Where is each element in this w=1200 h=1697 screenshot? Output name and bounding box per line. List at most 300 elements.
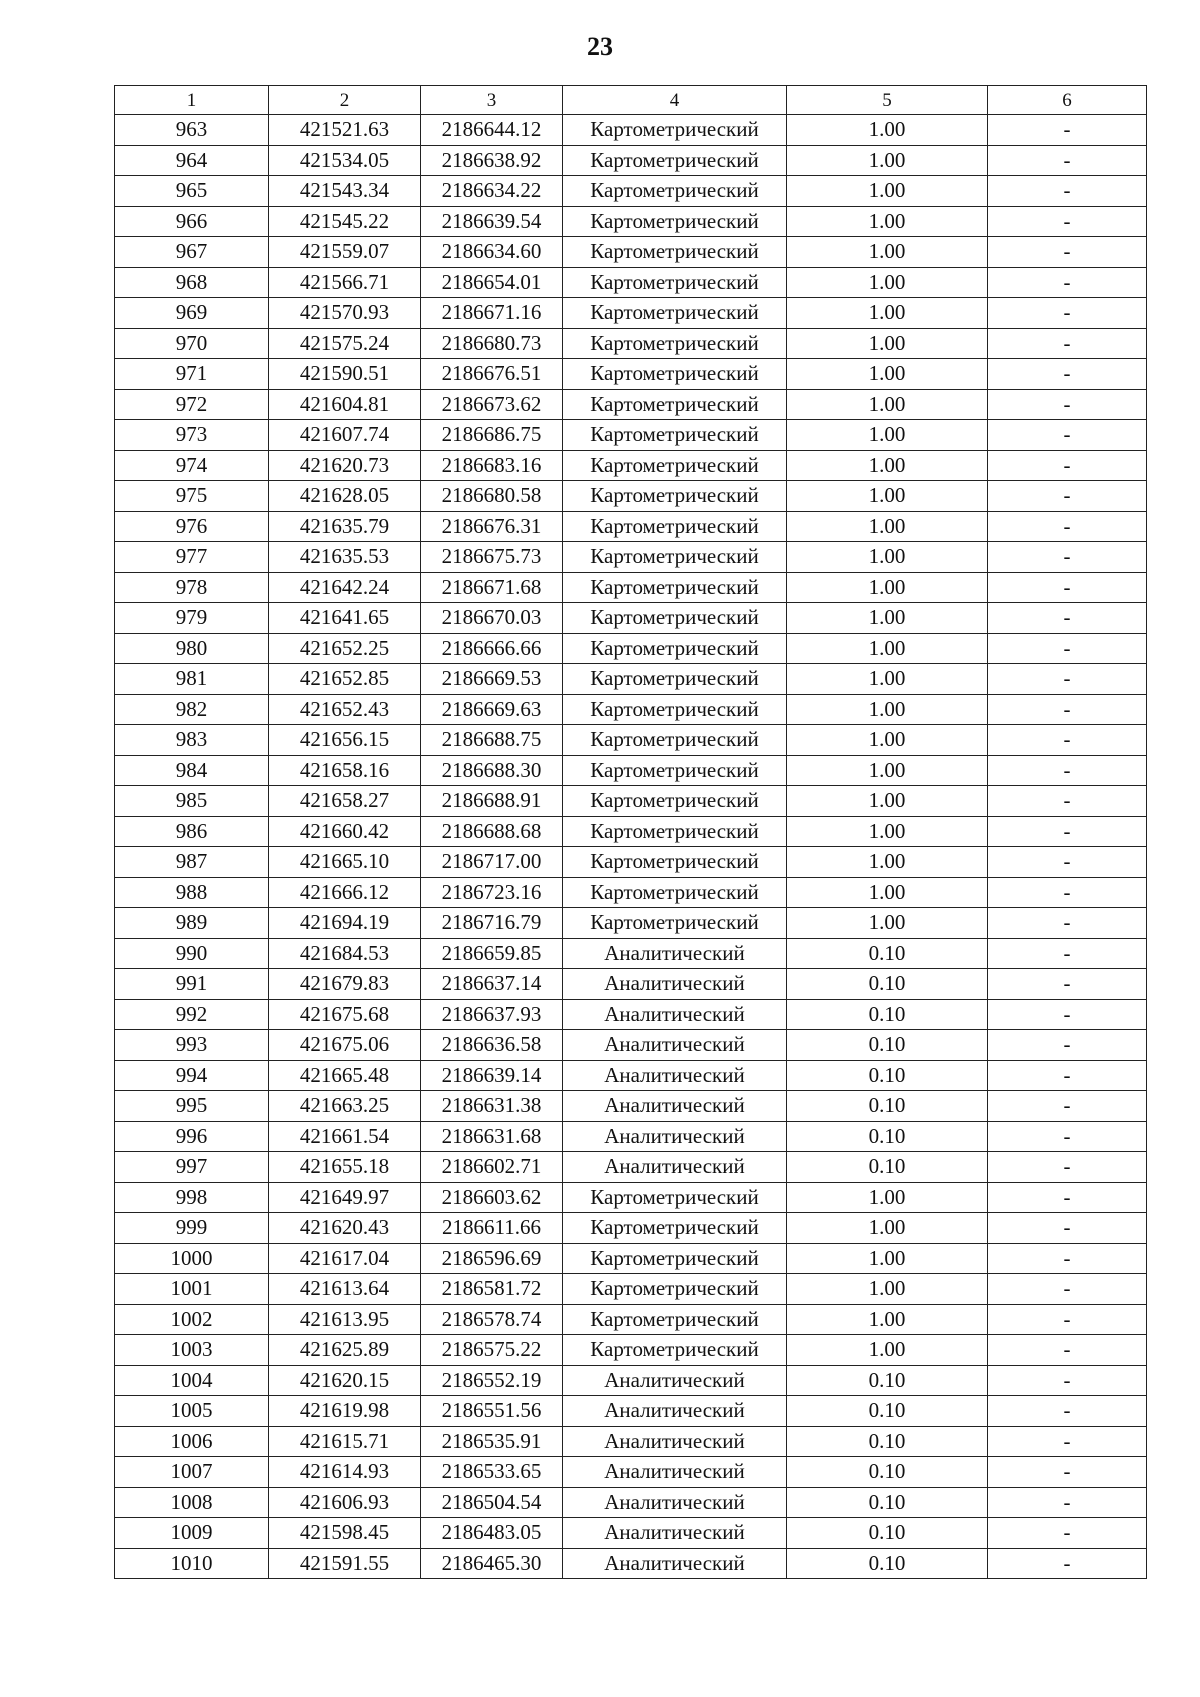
method-cell: Картометрический (563, 633, 787, 664)
note-cell: - (988, 1304, 1147, 1335)
table-row (115, 908, 1147, 939)
y-coordinate-cell: 2186675.73 (421, 542, 563, 573)
note-cell: - (988, 450, 1147, 481)
table-row (115, 1365, 1147, 1396)
x-coordinate-cell: 421613.64 (269, 1274, 421, 1305)
point-number-cell: 989 (115, 908, 269, 939)
y-coordinate-cell: 2186596.69 (421, 1243, 563, 1274)
y-coordinate-cell: 2186611.66 (421, 1213, 563, 1244)
table-row (115, 145, 1147, 176)
note-cell: - (988, 1335, 1147, 1366)
point-number-cell: 977 (115, 542, 269, 573)
point-number-cell: 963 (115, 115, 269, 146)
table-header-row (115, 86, 1147, 115)
accuracy-cell: 1.00 (787, 237, 988, 268)
table-row (115, 328, 1147, 359)
column-header-5: 5 (787, 86, 988, 115)
y-coordinate-cell: 2186637.14 (421, 969, 563, 1000)
accuracy-cell: 0.10 (787, 1365, 988, 1396)
note-cell: - (988, 938, 1147, 969)
note-cell: - (988, 359, 1147, 390)
point-number-cell: 973 (115, 420, 269, 451)
accuracy-cell: 0.10 (787, 1426, 988, 1457)
point-number-cell: 987 (115, 847, 269, 878)
x-coordinate-cell: 421575.24 (269, 328, 421, 359)
method-cell: Картометрический (563, 847, 787, 878)
accuracy-cell: 1.00 (787, 694, 988, 725)
note-cell: - (988, 969, 1147, 1000)
x-coordinate-cell: 421625.89 (269, 1335, 421, 1366)
table-row (115, 816, 1147, 847)
point-number-cell: 979 (115, 603, 269, 634)
x-coordinate-cell: 421666.12 (269, 877, 421, 908)
accuracy-cell: 1.00 (787, 298, 988, 329)
point-number-cell: 988 (115, 877, 269, 908)
method-cell: Картометрический (563, 267, 787, 298)
table-row (115, 603, 1147, 634)
method-cell: Аналитический (563, 1365, 787, 1396)
y-coordinate-cell: 2186578.74 (421, 1304, 563, 1335)
accuracy-cell: 1.00 (787, 1274, 988, 1305)
x-coordinate-cell: 421658.16 (269, 755, 421, 786)
accuracy-cell: 1.00 (787, 908, 988, 939)
point-number-cell: 1005 (115, 1396, 269, 1427)
table-row (115, 999, 1147, 1030)
y-coordinate-cell: 2186631.38 (421, 1091, 563, 1122)
method-cell: Картометрический (563, 1182, 787, 1213)
point-number-cell: 974 (115, 450, 269, 481)
method-cell: Аналитический (563, 969, 787, 1000)
y-coordinate-cell: 2186723.16 (421, 877, 563, 908)
accuracy-cell: 1.00 (787, 603, 988, 634)
note-cell: - (988, 572, 1147, 603)
table-row (115, 176, 1147, 207)
table-row (115, 969, 1147, 1000)
x-coordinate-cell: 421649.97 (269, 1182, 421, 1213)
x-coordinate-cell: 421590.51 (269, 359, 421, 390)
y-coordinate-cell: 2186575.22 (421, 1335, 563, 1366)
accuracy-cell: 1.00 (787, 176, 988, 207)
accuracy-cell: 0.10 (787, 1487, 988, 1518)
point-number-cell: 1007 (115, 1457, 269, 1488)
method-cell: Картометрический (563, 1304, 787, 1335)
note-cell: - (988, 206, 1147, 237)
method-cell: Картометрический (563, 359, 787, 390)
point-number-cell: 966 (115, 206, 269, 237)
method-cell: Картометрический (563, 725, 787, 756)
point-number-cell: 964 (115, 145, 269, 176)
method-cell: Картометрический (563, 115, 787, 146)
accuracy-cell: 1.00 (787, 328, 988, 359)
note-cell: - (988, 481, 1147, 512)
accuracy-cell: 1.00 (787, 389, 988, 420)
table-row (115, 1426, 1147, 1457)
y-coordinate-cell: 2186659.85 (421, 938, 563, 969)
x-coordinate-cell: 421598.45 (269, 1518, 421, 1549)
table-row (115, 572, 1147, 603)
note-cell: - (988, 999, 1147, 1030)
y-coordinate-cell: 2186686.75 (421, 420, 563, 451)
method-cell: Аналитический (563, 1121, 787, 1152)
x-coordinate-cell: 421614.93 (269, 1457, 421, 1488)
accuracy-cell: 1.00 (787, 816, 988, 847)
point-number-cell: 1008 (115, 1487, 269, 1518)
point-number-cell: 982 (115, 694, 269, 725)
method-cell: Картометрический (563, 450, 787, 481)
point-number-cell: 999 (115, 1213, 269, 1244)
y-coordinate-cell: 2186644.12 (421, 115, 563, 146)
accuracy-cell: 0.10 (787, 1030, 988, 1061)
x-coordinate-cell: 421559.07 (269, 237, 421, 268)
table-row (115, 1335, 1147, 1366)
x-coordinate-cell: 421665.10 (269, 847, 421, 878)
accuracy-cell: 1.00 (787, 725, 988, 756)
table-row (115, 511, 1147, 542)
y-coordinate-cell: 2186680.58 (421, 481, 563, 512)
table-row (115, 267, 1147, 298)
method-cell: Картометрический (563, 1243, 787, 1274)
point-number-cell: 990 (115, 938, 269, 969)
method-cell: Картометрический (563, 481, 787, 512)
point-number-cell: 978 (115, 572, 269, 603)
point-number-cell: 981 (115, 664, 269, 695)
point-number-cell: 995 (115, 1091, 269, 1122)
x-coordinate-cell: 421656.15 (269, 725, 421, 756)
note-cell: - (988, 694, 1147, 725)
x-coordinate-cell: 421620.15 (269, 1365, 421, 1396)
point-number-cell: 997 (115, 1152, 269, 1183)
note-cell: - (988, 1121, 1147, 1152)
y-coordinate-cell: 2186680.73 (421, 328, 563, 359)
accuracy-cell: 0.10 (787, 1548, 988, 1579)
y-coordinate-cell: 2186673.62 (421, 389, 563, 420)
point-number-cell: 996 (115, 1121, 269, 1152)
method-cell: Картометрический (563, 542, 787, 573)
y-coordinate-cell: 2186669.63 (421, 694, 563, 725)
point-number-cell: 1004 (115, 1365, 269, 1396)
accuracy-cell: 1.00 (787, 1213, 988, 1244)
note-cell: - (988, 908, 1147, 939)
note-cell: - (988, 633, 1147, 664)
x-coordinate-cell: 421607.74 (269, 420, 421, 451)
table-body (115, 115, 1147, 1579)
note-cell: - (988, 542, 1147, 573)
method-cell: Картометрический (563, 420, 787, 451)
accuracy-cell: 1.00 (787, 542, 988, 573)
x-coordinate-cell: 421534.05 (269, 145, 421, 176)
table-row (115, 115, 1147, 146)
point-number-cell: 971 (115, 359, 269, 390)
accuracy-cell: 1.00 (787, 786, 988, 817)
x-coordinate-cell: 421655.18 (269, 1152, 421, 1183)
table-row (115, 1304, 1147, 1335)
note-cell: - (988, 1152, 1147, 1183)
method-cell: Картометрический (563, 908, 787, 939)
point-number-cell: 1002 (115, 1304, 269, 1335)
table-row (115, 542, 1147, 573)
x-coordinate-cell: 421660.42 (269, 816, 421, 847)
table-row (115, 450, 1147, 481)
table-row (115, 725, 1147, 756)
x-coordinate-cell: 421620.43 (269, 1213, 421, 1244)
y-coordinate-cell: 2186676.51 (421, 359, 563, 390)
accuracy-cell: 1.00 (787, 359, 988, 390)
y-coordinate-cell: 2186603.62 (421, 1182, 563, 1213)
point-number-cell: 968 (115, 267, 269, 298)
accuracy-cell: 1.00 (787, 450, 988, 481)
page-number: 23 (587, 32, 613, 61)
accuracy-cell: 1.00 (787, 145, 988, 176)
table-row (115, 420, 1147, 451)
x-coordinate-cell: 421635.53 (269, 542, 421, 573)
accuracy-cell: 0.10 (787, 1091, 988, 1122)
table-row (115, 359, 1147, 390)
y-coordinate-cell: 2186676.31 (421, 511, 563, 542)
note-cell: - (988, 511, 1147, 542)
point-number-cell: 985 (115, 786, 269, 817)
x-coordinate-cell: 421521.63 (269, 115, 421, 146)
y-coordinate-cell: 2186581.72 (421, 1274, 563, 1305)
point-number-cell: 1010 (115, 1548, 269, 1579)
note-cell: - (988, 1274, 1147, 1305)
table-row (115, 1274, 1147, 1305)
y-coordinate-cell: 2186688.91 (421, 786, 563, 817)
note-cell: - (988, 1426, 1147, 1457)
table-row (115, 298, 1147, 329)
point-number-cell: 983 (115, 725, 269, 756)
note-cell: - (988, 1243, 1147, 1274)
method-cell: Картометрический (563, 572, 787, 603)
accuracy-cell: 0.10 (787, 1152, 988, 1183)
accuracy-cell: 1.00 (787, 267, 988, 298)
method-cell: Картометрический (563, 755, 787, 786)
point-number-cell: 1000 (115, 1243, 269, 1274)
method-cell: Картометрический (563, 176, 787, 207)
method-cell: Аналитический (563, 1487, 787, 1518)
method-cell: Картометрический (563, 511, 787, 542)
note-cell: - (988, 1182, 1147, 1213)
method-cell: Картометрический (563, 298, 787, 329)
method-cell: Аналитический (563, 1030, 787, 1061)
note-cell: - (988, 298, 1147, 329)
y-coordinate-cell: 2186504.54 (421, 1487, 563, 1518)
x-coordinate-cell: 421566.71 (269, 267, 421, 298)
point-number-cell: 965 (115, 176, 269, 207)
method-cell: Аналитический (563, 1426, 787, 1457)
table-row (115, 694, 1147, 725)
y-coordinate-cell: 2186602.71 (421, 1152, 563, 1183)
note-cell: - (988, 237, 1147, 268)
table-row (115, 1518, 1147, 1549)
x-coordinate-cell: 421663.25 (269, 1091, 421, 1122)
note-cell: - (988, 603, 1147, 634)
point-number-cell: 969 (115, 298, 269, 329)
accuracy-cell: 1.00 (787, 420, 988, 451)
note-cell: - (988, 1518, 1147, 1549)
table-row (115, 389, 1147, 420)
table-row (115, 1121, 1147, 1152)
point-number-cell: 993 (115, 1030, 269, 1061)
method-cell: Картометрический (563, 1335, 787, 1366)
note-cell: - (988, 420, 1147, 451)
table-row (115, 1152, 1147, 1183)
point-number-cell: 972 (115, 389, 269, 420)
note-cell: - (988, 877, 1147, 908)
x-coordinate-cell: 421661.54 (269, 1121, 421, 1152)
method-cell: Картометрический (563, 1274, 787, 1305)
table-row (115, 1487, 1147, 1518)
accuracy-cell: 1.00 (787, 1335, 988, 1366)
method-cell: Картометрический (563, 694, 787, 725)
note-cell: - (988, 115, 1147, 146)
x-coordinate-cell: 421665.48 (269, 1060, 421, 1091)
accuracy-cell: 1.00 (787, 755, 988, 786)
y-coordinate-cell: 2186670.03 (421, 603, 563, 634)
method-cell: Картометрический (563, 1213, 787, 1244)
column-header-4: 4 (563, 86, 787, 115)
table-row (115, 633, 1147, 664)
method-cell: Аналитический (563, 1060, 787, 1091)
x-coordinate-cell: 421617.04 (269, 1243, 421, 1274)
point-number-cell: 967 (115, 237, 269, 268)
table-row (115, 1243, 1147, 1274)
x-coordinate-cell: 421679.83 (269, 969, 421, 1000)
column-header-2: 2 (269, 86, 421, 115)
point-number-cell: 994 (115, 1060, 269, 1091)
accuracy-cell: 0.10 (787, 938, 988, 969)
method-cell: Картометрический (563, 816, 787, 847)
note-cell: - (988, 1396, 1147, 1427)
note-cell: - (988, 816, 1147, 847)
note-cell: - (988, 755, 1147, 786)
y-coordinate-cell: 2186533.65 (421, 1457, 563, 1488)
table-row (115, 755, 1147, 786)
y-coordinate-cell: 2186671.16 (421, 298, 563, 329)
table-row (115, 938, 1147, 969)
point-number-cell: 1006 (115, 1426, 269, 1457)
method-cell: Аналитический (563, 1396, 787, 1427)
table-row (115, 1182, 1147, 1213)
method-cell: Аналитический (563, 1548, 787, 1579)
method-cell: Картометрический (563, 877, 787, 908)
x-coordinate-cell: 421591.55 (269, 1548, 421, 1579)
note-cell: - (988, 1487, 1147, 1518)
x-coordinate-cell: 421641.65 (269, 603, 421, 634)
note-cell: - (988, 786, 1147, 817)
method-cell: Картометрический (563, 206, 787, 237)
x-coordinate-cell: 421615.71 (269, 1426, 421, 1457)
note-cell: - (988, 725, 1147, 756)
accuracy-cell: 0.10 (787, 969, 988, 1000)
x-coordinate-cell: 421619.98 (269, 1396, 421, 1427)
method-cell: Картометрический (563, 328, 787, 359)
y-coordinate-cell: 2186654.01 (421, 267, 563, 298)
accuracy-cell: 1.00 (787, 877, 988, 908)
note-cell: - (988, 1365, 1147, 1396)
note-cell: - (988, 328, 1147, 359)
note-cell: - (988, 389, 1147, 420)
accuracy-cell: 1.00 (787, 664, 988, 695)
y-coordinate-cell: 2186717.00 (421, 847, 563, 878)
point-number-cell: 980 (115, 633, 269, 664)
method-cell: Аналитический (563, 1457, 787, 1488)
note-cell: - (988, 176, 1147, 207)
note-cell: - (988, 267, 1147, 298)
table-row (115, 1060, 1147, 1091)
y-coordinate-cell: 2186683.16 (421, 450, 563, 481)
table-row (115, 481, 1147, 512)
method-cell: Аналитический (563, 938, 787, 969)
method-cell: Картометрический (563, 664, 787, 695)
table-row (115, 1091, 1147, 1122)
accuracy-cell: 1.00 (787, 1243, 988, 1274)
note-cell: - (988, 847, 1147, 878)
y-coordinate-cell: 2186688.68 (421, 816, 563, 847)
method-cell: Картометрический (563, 237, 787, 268)
note-cell: - (988, 1457, 1147, 1488)
point-number-cell: 1009 (115, 1518, 269, 1549)
accuracy-cell: 1.00 (787, 572, 988, 603)
accuracy-cell: 0.10 (787, 1060, 988, 1091)
point-number-cell: 986 (115, 816, 269, 847)
table-row (115, 877, 1147, 908)
y-coordinate-cell: 2186636.58 (421, 1030, 563, 1061)
x-coordinate-cell: 421694.19 (269, 908, 421, 939)
y-coordinate-cell: 2186716.79 (421, 908, 563, 939)
y-coordinate-cell: 2186671.68 (421, 572, 563, 603)
column-header-1: 1 (115, 86, 269, 115)
note-cell: - (988, 1030, 1147, 1061)
x-coordinate-cell: 421628.05 (269, 481, 421, 512)
note-cell: - (988, 1060, 1147, 1091)
x-coordinate-cell: 421620.73 (269, 450, 421, 481)
x-coordinate-cell: 421606.93 (269, 1487, 421, 1518)
accuracy-cell: 1.00 (787, 1182, 988, 1213)
x-coordinate-cell: 421652.43 (269, 694, 421, 725)
accuracy-cell: 1.00 (787, 206, 988, 237)
accuracy-cell: 1.00 (787, 511, 988, 542)
x-coordinate-cell: 421675.06 (269, 1030, 421, 1061)
table-row (115, 847, 1147, 878)
x-coordinate-cell: 421570.93 (269, 298, 421, 329)
y-coordinate-cell: 2186639.14 (421, 1060, 563, 1091)
y-coordinate-cell: 2186483.05 (421, 1518, 563, 1549)
table-row (115, 1457, 1147, 1488)
accuracy-cell: 1.00 (787, 481, 988, 512)
x-coordinate-cell: 421635.79 (269, 511, 421, 542)
accuracy-cell: 0.10 (787, 999, 988, 1030)
table-row (115, 1030, 1147, 1061)
accuracy-cell: 1.00 (787, 1304, 988, 1335)
x-coordinate-cell: 421613.95 (269, 1304, 421, 1335)
x-coordinate-cell: 421658.27 (269, 786, 421, 817)
x-coordinate-cell: 421642.24 (269, 572, 421, 603)
method-cell: Картометрический (563, 603, 787, 634)
y-coordinate-cell: 2186552.19 (421, 1365, 563, 1396)
accuracy-cell: 0.10 (787, 1457, 988, 1488)
table-row (115, 237, 1147, 268)
accuracy-cell: 0.10 (787, 1518, 988, 1549)
y-coordinate-cell: 2186535.91 (421, 1426, 563, 1457)
table-row (115, 786, 1147, 817)
method-cell: Аналитический (563, 1091, 787, 1122)
y-coordinate-cell: 2186637.93 (421, 999, 563, 1030)
method-cell: Аналитический (563, 999, 787, 1030)
point-number-cell: 992 (115, 999, 269, 1030)
y-coordinate-cell: 2186688.30 (421, 755, 563, 786)
accuracy-cell: 0.10 (787, 1396, 988, 1427)
y-coordinate-cell: 2186638.92 (421, 145, 563, 176)
